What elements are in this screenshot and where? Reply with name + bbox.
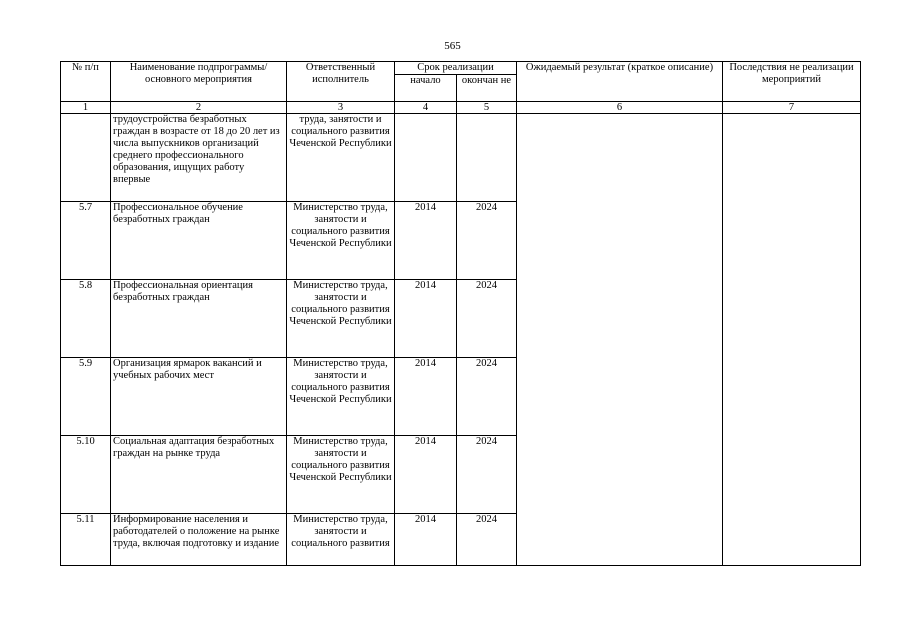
table-row — [61, 114, 861, 202]
end-year: 2024 — [457, 280, 517, 358]
header-num: № п/п — [61, 62, 111, 102]
start-year: 2014 — [395, 514, 457, 566]
start-year: 2014 — [395, 202, 457, 280]
measure-name: Профессиональная ориентация безработных граждан — [111, 280, 287, 358]
measure-name: Информирование населения и работодателей о положение на рынке труда, включая подготовку и издание — [111, 514, 287, 566]
index-cell: 5 — [457, 102, 517, 114]
measure-name: Профессиональное обучение безработных граждан — [111, 202, 287, 280]
index-cell: 1 — [61, 102, 111, 114]
measures-table — [60, 61, 861, 566]
end-year: 2024 — [457, 358, 517, 436]
executor: Министерство труда, занятости и социального развития — [287, 514, 395, 566]
header-end: окончан не — [457, 75, 517, 102]
measure-name: Организация ярмарок вакансий и учебных рабочих мест — [111, 358, 287, 436]
end-year: 2024 — [457, 436, 517, 514]
start-year: 2014 — [395, 436, 457, 514]
executor: труда, занятости и социального развития Чеченской Республики — [287, 114, 395, 202]
header-result: Ожидаемый результат (краткое описание) — [517, 62, 723, 102]
measure-name: трудоустройства безработных граждан в возрасте от 18 до 20 лет из числа выпускников организаций среднего профессионального образования, ищущих работу впервые — [111, 114, 287, 202]
executor: Министерство труда, занятости и социального развития Чеченской Республики — [287, 358, 395, 436]
start-year — [395, 114, 457, 202]
header-name: Наименование подпрограммы/ основного мероприятия — [111, 62, 287, 102]
header-start: начало — [395, 75, 457, 102]
executor: Министерство труда, занятости и социального развития Чеченской Республики — [287, 202, 395, 280]
end-year: 2024 — [457, 202, 517, 280]
header-term: Срок реализации — [395, 62, 517, 75]
header-executor: Ответственный исполнитель — [287, 62, 395, 102]
start-year: 2014 — [395, 280, 457, 358]
row-number: 5.7 — [61, 202, 111, 280]
executor: Министерство труда, занятости и социального развития Чеченской Республики — [287, 280, 395, 358]
consequence-cell — [723, 114, 861, 566]
row-number: 5.8 — [61, 280, 111, 358]
measure-name: Социальная адаптация безработных граждан на рынке труда — [111, 436, 287, 514]
index-cell: 6 — [517, 102, 723, 114]
row-number — [61, 114, 111, 202]
row-number: 5.10 — [61, 436, 111, 514]
end-year: 2024 — [457, 514, 517, 566]
page-number: 565 — [444, 40, 461, 52]
row-number: 5.9 — [61, 358, 111, 436]
row-number: 5.11 — [61, 514, 111, 566]
column-index-row — [61, 102, 861, 114]
index-cell: 4 — [395, 102, 457, 114]
executor: Министерство труда, занятости и социального развития Чеченской Республики — [287, 436, 395, 514]
index-cell: 7 — [723, 102, 861, 114]
expected-result-cell — [517, 114, 723, 566]
start-year: 2014 — [395, 358, 457, 436]
end-year — [457, 114, 517, 202]
index-cell: 2 — [111, 102, 287, 114]
header-consequence: Последствия не реализации мероприятий — [723, 62, 861, 102]
index-cell: 3 — [287, 102, 395, 114]
